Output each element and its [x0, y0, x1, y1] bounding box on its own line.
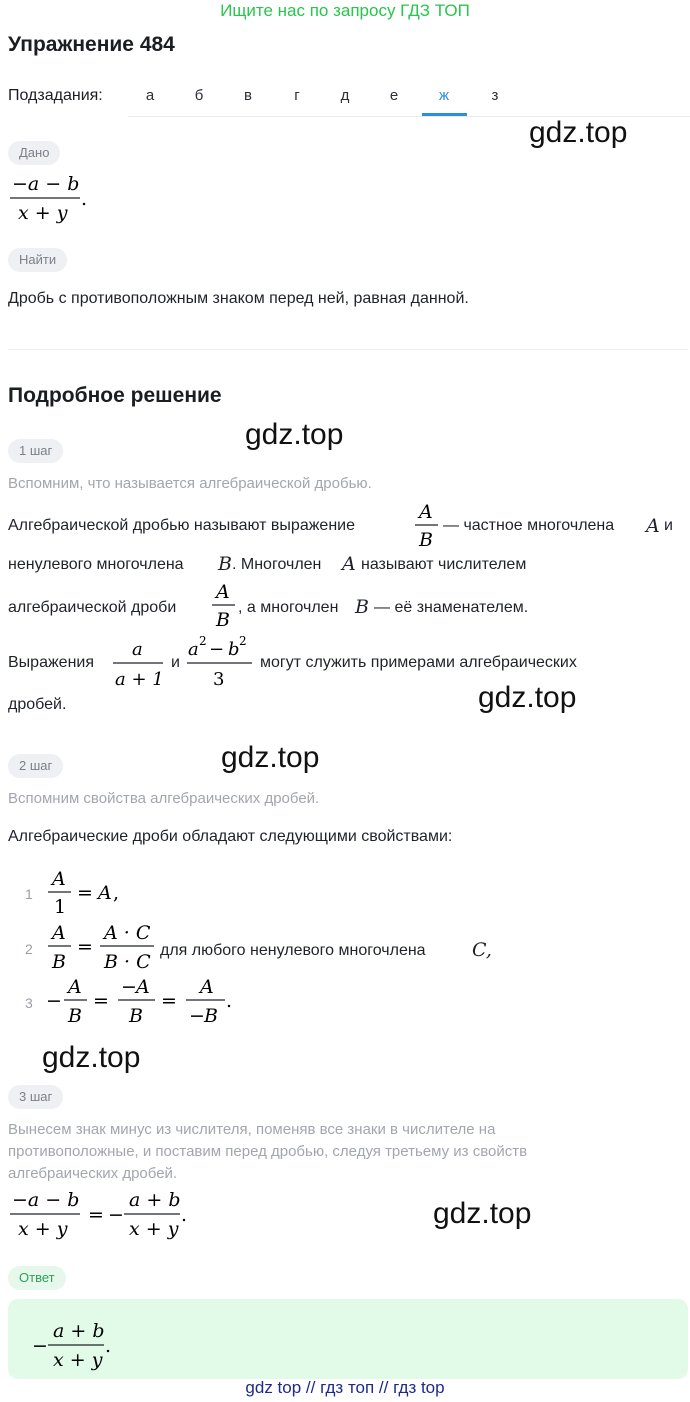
footer-links[interactable]: gdz top // гдз топ // гдз top: [245, 1378, 445, 1397]
property-2-text: для любого ненулевого многочлена: [160, 942, 426, 959]
tab-a[interactable]: а: [145, 87, 155, 104]
step1-line4-a: Выражения: [8, 654, 95, 671]
svg-text:3: 3: [213, 669, 225, 690]
svg-text:.: .: [105, 1335, 112, 1357]
svg-text:=: =: [77, 936, 93, 958]
svg-text:1: 1: [54, 896, 67, 918]
svg-text:,: ,: [113, 882, 120, 904]
divider: [8, 349, 688, 350]
svg-text:2: 2: [239, 634, 247, 648]
fraction-A-over-B: [412, 498, 442, 552]
step1-line2-a: ненулевого многочлена: [8, 556, 184, 573]
given-badge: Дано: [8, 141, 60, 165]
svg-text:x + y: x + y: [18, 1218, 68, 1240]
svg-text:B: B: [204, 1005, 218, 1027]
svg-text:a: a: [132, 639, 143, 660]
fraction-denominator: x + y: [18, 202, 68, 224]
watermark: gdz.top: [221, 741, 320, 774]
promo-banner[interactable]: Ищите нас по запросу ГДЗ ТОП: [220, 1, 470, 20]
svg-text:a + b: a + b: [53, 1320, 105, 1342]
answer-box: [8, 1299, 688, 1379]
svg-text:=: =: [88, 1204, 104, 1226]
step1-line1-b: — частное многочлена: [443, 517, 615, 534]
find-text: Дробь с противоположным знаком перед ней, равная данной.: [8, 290, 469, 307]
subtasks-tabs: [128, 76, 690, 117]
svg-text:=: =: [93, 990, 109, 1012]
svg-text:A: A: [136, 976, 150, 998]
subtasks-label: Подзадания:: [8, 87, 103, 104]
active-tab-indicator: [422, 113, 467, 116]
svg-text:B · C: B · C: [104, 951, 151, 973]
tab-e[interactable]: е: [389, 87, 399, 104]
solution-heading: Подробное решение: [8, 384, 222, 407]
step2-badge: 2 шаг: [8, 754, 63, 778]
step1-line2-b: . Многочлен: [232, 556, 322, 573]
step3-badge: 3 шаг: [8, 1085, 63, 1109]
svg-text:A: A: [52, 922, 66, 944]
svg-text:B: B: [419, 529, 433, 551]
step3-hint-line3: алгебраических дробей.: [8, 1165, 178, 1182]
step1-line3-b: , а многочлен: [238, 599, 339, 616]
step1-badge: 1 шаг: [8, 439, 63, 463]
page-title: Упражнение 484: [8, 33, 175, 56]
svg-text:B: B: [68, 1005, 82, 1027]
step3-hint-line1: Вынесем знак минус из числителя, поменяв все знаки в числителе на: [8, 1121, 496, 1138]
svg-text:−: −: [209, 639, 225, 660]
answer-badge: Ответ: [8, 1266, 66, 1290]
svg-text:a + 1: a + 1: [115, 669, 164, 690]
fraction-A-over-B: [209, 578, 239, 632]
svg-text:=: =: [161, 990, 177, 1012]
list-number: 1: [25, 886, 33, 902]
svg-text:−a − b: −a − b: [12, 1189, 80, 1211]
watermark: gdz.top: [42, 1041, 141, 1074]
svg-text:−: −: [121, 976, 137, 998]
svg-text:.: .: [226, 990, 233, 1012]
svg-text:A: A: [52, 868, 66, 890]
svg-text:2: 2: [199, 634, 207, 648]
property-2: [44, 918, 158, 976]
svg-text:−: −: [189, 1005, 205, 1027]
svg-text:x + y: x + y: [53, 1349, 103, 1371]
step1-line4-c: могут служить примерами алгебраических: [260, 654, 577, 671]
fraction-numerator: −a − b: [12, 173, 80, 195]
step1-line1-c: и: [664, 517, 673, 534]
svg-text:A · C: A · C: [104, 922, 151, 944]
answer-fraction: [30, 1317, 130, 1375]
given-fraction: [8, 170, 88, 226]
step2-hint: Вспомним свойства алгебраических дробей.: [8, 790, 320, 807]
property-3: [44, 972, 234, 1030]
step3-hint-line2: противоположные, и поставим перед дробью, следуя третьему из свойств: [8, 1143, 528, 1160]
list-number: 2: [25, 941, 33, 957]
step1-line5: дробей.: [8, 696, 67, 713]
property-1: [44, 864, 134, 922]
tab-v[interactable]: в: [244, 87, 252, 104]
watermark: gdz.top: [245, 418, 344, 451]
list-number: 3: [25, 995, 33, 1011]
svg-text:a: a: [188, 639, 199, 660]
svg-text:A: A: [216, 581, 230, 603]
svg-text:−: −: [32, 1335, 48, 1357]
tab-b[interactable]: б: [194, 87, 204, 104]
svg-text:.: .: [81, 188, 88, 210]
find-badge: Найти: [8, 248, 67, 272]
svg-text:B: B: [129, 1005, 143, 1027]
svg-text:A: A: [200, 976, 214, 998]
svg-text:A: A: [68, 976, 82, 998]
step1-line1-a: Алгебраической дробью называют выражение: [8, 517, 355, 534]
svg-text:a + b: a + b: [129, 1189, 181, 1211]
fraction-a-over-a-plus-1: [110, 636, 166, 692]
step1-line2-c: называют числителем: [361, 556, 527, 573]
svg-text:=: =: [77, 882, 93, 904]
svg-text:B: B: [216, 609, 230, 631]
step1-line3-a: алгебраической дроби: [8, 599, 177, 616]
svg-text:.: .: [181, 1204, 188, 1226]
svg-text:A: A: [419, 501, 433, 523]
step3-equation: [8, 1186, 198, 1244]
svg-text:−: −: [46, 990, 62, 1012]
step1-hint: Вспомним, что называется алгебраической дробью.: [8, 475, 372, 492]
svg-text:x + y: x + y: [129, 1218, 179, 1240]
svg-text:A: A: [98, 882, 112, 904]
step1-line3-c: — её знаменателем.: [374, 599, 529, 616]
watermark: gdz.top: [478, 681, 577, 714]
watermark: gdz.top: [529, 116, 628, 149]
fraction-a2-minus-b2-over-3: [184, 630, 256, 692]
tab-z[interactable]: з: [491, 87, 499, 104]
step1-line4-b: и: [171, 654, 180, 671]
tab-g[interactable]: г: [294, 87, 300, 104]
step2-intro: Алгебраические дроби обладают следующими свойствами:: [8, 828, 453, 845]
tab-d[interactable]: д: [340, 87, 350, 104]
svg-text:B: B: [52, 951, 66, 973]
svg-text:−: −: [108, 1204, 124, 1226]
watermark: gdz.top: [433, 1197, 532, 1230]
svg-text:b: b: [228, 639, 240, 660]
tab-zh-active[interactable]: ж: [438, 87, 450, 104]
